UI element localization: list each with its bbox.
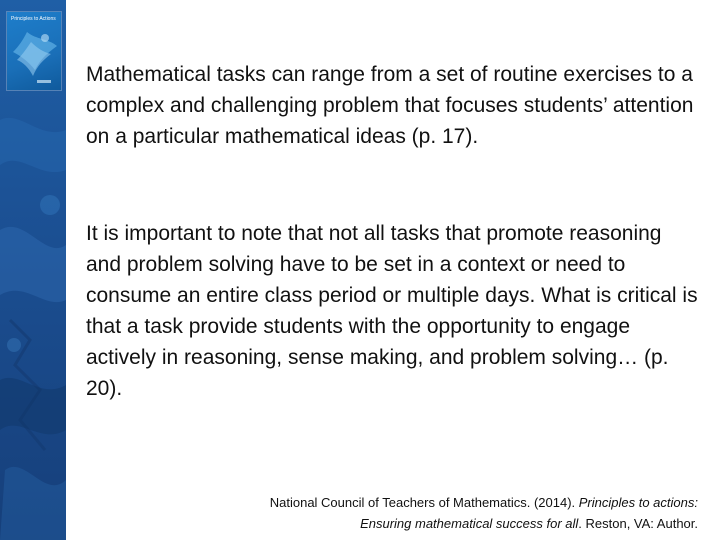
citation-title-line2: Ensuring mathematical success for all [360, 516, 579, 531]
sidebar-decoration [0, 0, 66, 540]
citation-publisher: . Reston, VA: Author. [578, 516, 698, 531]
book-cover-thumbnail [7, 12, 61, 90]
citation-authors-year: National Council of Teachers of Mathematics. (2014). [269, 495, 579, 510]
book-cover-title: Principles to Actions [11, 16, 56, 22]
paragraph-task-range: Mathematical tasks can range from a set of routine exercises to a complex and challenging problem that focuses students’ attention on a particular mathematical ideas (p. 17). [86, 63, 694, 148]
book-cover-art [7, 12, 61, 90]
citation-title-line1: Principles to actions: [578, 495, 698, 510]
paragraph-task-context: It is important to note that not all tasks that promote reasoning and problem solving have to be set in a context or need to consume an entire class period or multiple days. What is critical is that a task provide students with the opportunity to engage actively in reasoning, sense making, and problem solving… (p. 20). [86, 222, 698, 400]
citation [178, 492, 698, 534]
